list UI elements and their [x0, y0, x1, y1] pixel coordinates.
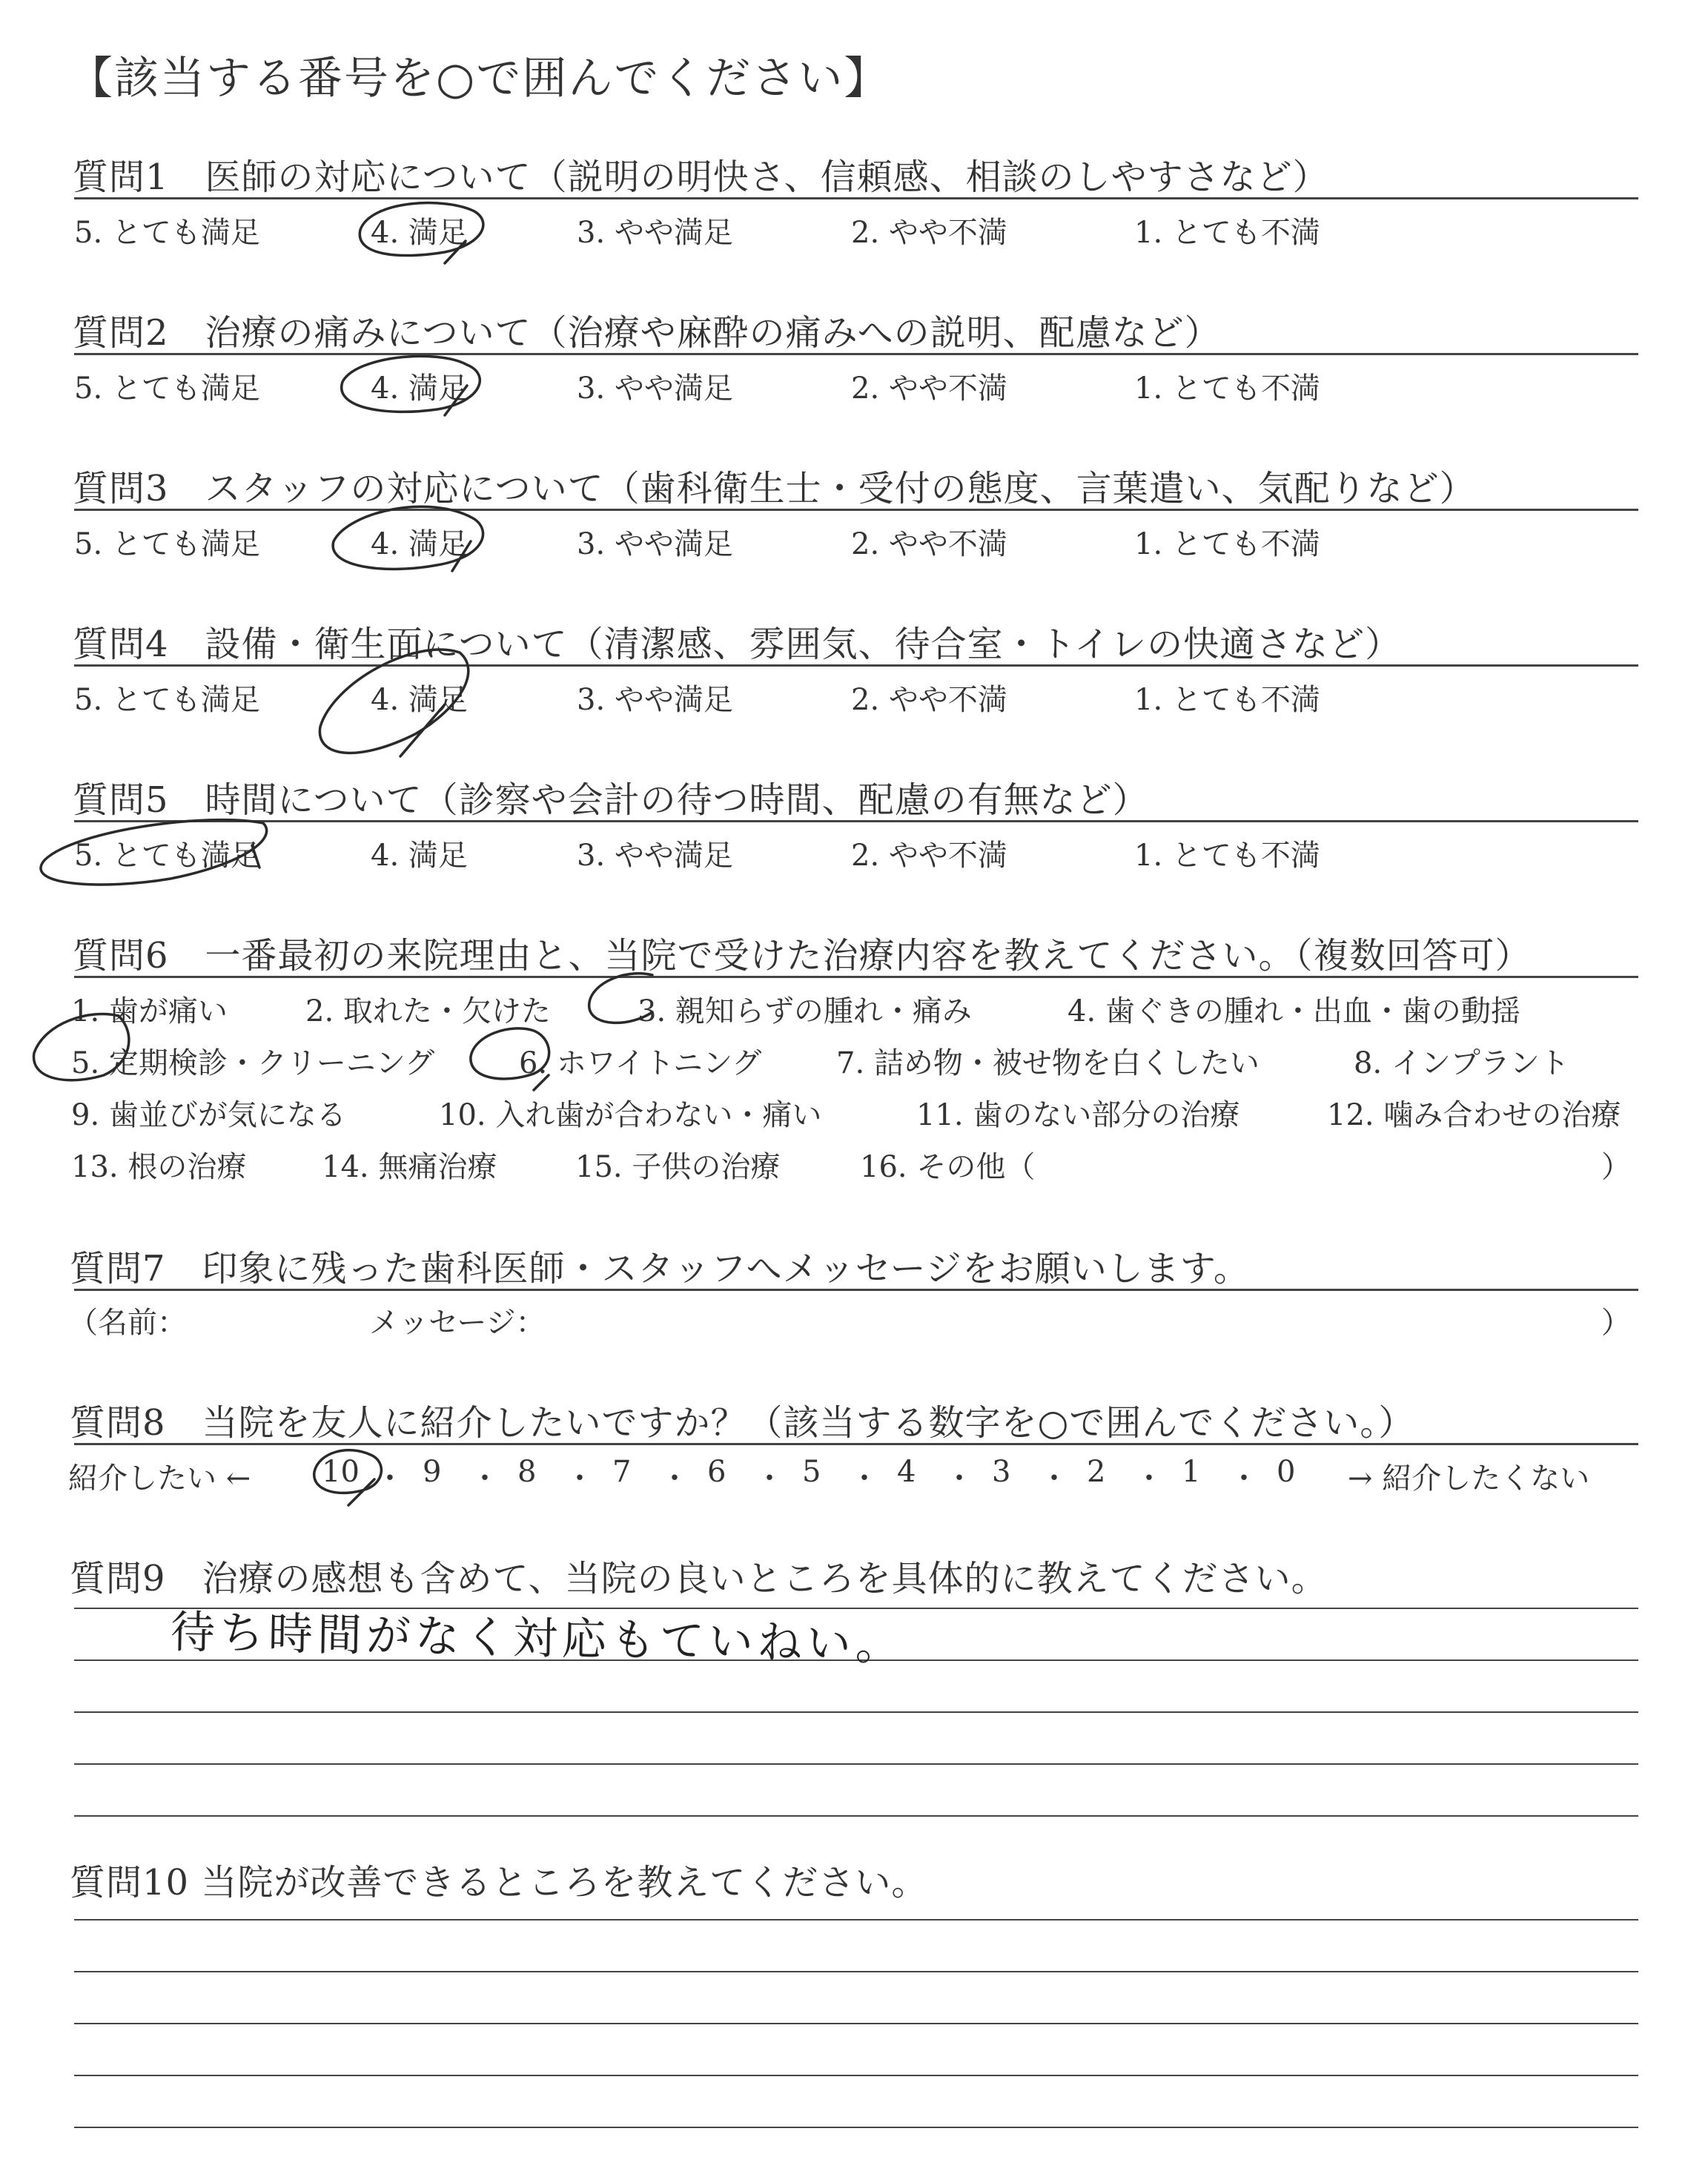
q1-option-1[interactable]: 1. とても不満: [1134, 216, 1320, 250]
q8-scale-separator: ・: [375, 1462, 405, 1496]
q9-title: 質問9 治療の感想も含めて、当院の良いところを具体的に教えてください。: [70, 1558, 1328, 1599]
q7-close-paren: ）: [1601, 1306, 1631, 1340]
q6-option-12[interactable]: 12. 噛み合わせの治療: [1327, 1098, 1621, 1132]
q8-scale-separator: ・: [850, 1462, 879, 1496]
q6-option-9[interactable]: 9. 歯並びが気になる: [71, 1098, 346, 1132]
q5-option-3[interactable]: 3. やや満足: [577, 839, 733, 873]
q8-scale-separator: ・: [470, 1462, 500, 1496]
q9-rule-4: [74, 1763, 1638, 1765]
q7-name-label: （名前：: [68, 1306, 187, 1340]
q4-option-3[interactable]: 3. やや満足: [577, 683, 733, 717]
q1-option-5[interactable]: 5. とても満足: [74, 216, 260, 250]
q6-option-5[interactable]: 5. 定期検診・クリーニング: [71, 1046, 435, 1080]
q2-option-4[interactable]: 4. 満足: [371, 371, 468, 406]
q8-scale-10[interactable]: 10: [322, 1455, 360, 1489]
q6-option-3[interactable]: 3. 親知らずの腫れ・痛み: [638, 994, 972, 1028]
q8-scale-1[interactable]: 1: [1182, 1455, 1201, 1489]
q1-option-4[interactable]: 4. 満足: [371, 216, 468, 250]
q1-option-2[interactable]: 2. やや不満: [851, 216, 1007, 250]
q5-option-1[interactable]: 1. とても不満: [1134, 839, 1320, 873]
q6-option-13[interactable]: 13. 根の治療: [71, 1150, 247, 1184]
q10-rule-5: [74, 2127, 1638, 2128]
q7-rule: [74, 1289, 1638, 1291]
q8-scale-separator: ・: [1229, 1462, 1259, 1496]
q8-scale-4[interactable]: 4: [897, 1455, 916, 1489]
q10-title: 質問10 当院が改善できるところを教えてください。: [70, 1862, 928, 1903]
q1-option-3[interactable]: 3. やや満足: [577, 216, 733, 250]
q8-scale-separator: ・: [565, 1462, 595, 1496]
q6-option-10[interactable]: 10. 入れ歯が合わない・痛い: [439, 1098, 822, 1132]
q8-scale-8[interactable]: 8: [517, 1455, 537, 1489]
q8-scale-2[interactable]: 2: [1087, 1455, 1106, 1489]
q6-option-11[interactable]: 11. 歯のない部分の治療: [916, 1098, 1240, 1132]
q10-rule-2: [74, 1971, 1638, 1972]
q9-rule-5: [74, 1815, 1638, 1817]
page-title: 【該当する番号を○で囲んでください】: [68, 53, 890, 105]
q2-title: 質問2 治療の痛みについて（治療や麻酔の痛みへの説明、配慮など）: [73, 312, 1221, 354]
q6-option-16[interactable]: 16. その他（: [860, 1150, 1036, 1184]
q2-rule: [74, 353, 1638, 355]
q2-option-2[interactable]: 2. やや不満: [851, 371, 1007, 406]
q6-option-4[interactable]: 4. 歯ぐきの腫れ・出血・歯の動揺: [1068, 994, 1520, 1028]
q8-scale-separator: ・: [660, 1462, 689, 1496]
q6-rule: [74, 976, 1638, 978]
q2-option-5[interactable]: 5. とても満足: [74, 371, 260, 406]
q7-message-label: メッセージ：: [369, 1306, 546, 1340]
q6-option-2[interactable]: 2. 取れた・欠けた: [305, 994, 551, 1028]
q8-scale-3[interactable]: 3: [992, 1455, 1011, 1489]
q6-option-1[interactable]: 1. 歯が痛い: [71, 994, 228, 1028]
q4-title: 質問4 設備・衛生面について（清潔感、雰囲気、待合室・トイレの快適さなど）: [73, 624, 1402, 665]
q8-scale-separator: ・: [944, 1462, 974, 1496]
q10-rule-1: [74, 1919, 1638, 1920]
q2-option-3[interactable]: 3. やや満足: [577, 371, 733, 406]
q6-option-15[interactable]: 15. 子供の治療: [575, 1150, 781, 1184]
q2-option-1[interactable]: 1. とても不満: [1134, 371, 1320, 406]
q9-handwritten-answer: 待ち時間がなく対応もていねい。: [170, 1606, 905, 1671]
q4-option-5[interactable]: 5. とても満足: [74, 683, 260, 717]
q3-option-2[interactable]: 2. やや不満: [851, 527, 1007, 561]
q8-scale-9[interactable]: 9: [423, 1455, 442, 1489]
q3-option-5[interactable]: 5. とても満足: [74, 527, 260, 561]
q1-rule: [74, 197, 1638, 199]
q8-scale-7[interactable]: 7: [612, 1455, 632, 1489]
q3-option-4[interactable]: 4. 満足: [371, 527, 468, 561]
q4-rule: [74, 664, 1638, 667]
q4-option-1[interactable]: 1. とても不満: [1134, 683, 1320, 717]
q5-option-5[interactable]: 5. とても満足: [74, 839, 260, 873]
q6-option-8[interactable]: 8. インプラント: [1354, 1046, 1569, 1080]
q5-option-2[interactable]: 2. やや不満: [851, 839, 1007, 873]
q1-title: 質問1 医師の対応について（説明の明快さ、信頼感、相談のしやすさなど）: [73, 156, 1329, 198]
q4-option-4[interactable]: 4. 満足: [371, 683, 468, 717]
q8-scale-6[interactable]: 6: [707, 1455, 726, 1489]
q8-title: 質問8 当院を友人に紹介したいですか？（該当する数字を○で囲んでください。）: [70, 1402, 1415, 1444]
q3-rule: [74, 509, 1638, 511]
q8-scale-0[interactable]: 0: [1277, 1455, 1296, 1489]
q8-rule: [74, 1443, 1638, 1445]
q10-rule-4: [74, 2075, 1638, 2076]
q6-option-7[interactable]: 7. 詰め物・被せ物を白くしたい: [836, 1046, 1260, 1080]
q8-scale-separator: ・: [1134, 1462, 1164, 1496]
q7-title: 質問7 印象に残った歯科医師・スタッフへメッセージをお願いします。: [70, 1248, 1250, 1289]
q6-title: 質問6 一番最初の来院理由と、当院で受けた治療内容を教えてください。（複数回答可）: [73, 935, 1532, 977]
q9-rule-3: [74, 1711, 1638, 1713]
q10-rule-3: [74, 2023, 1638, 2024]
q3-option-1[interactable]: 1. とても不満: [1134, 527, 1320, 561]
q6-close-paren: ）: [1601, 1150, 1631, 1184]
q5-option-4[interactable]: 4. 満足: [371, 839, 468, 873]
q6-option-6[interactable]: 6. ホワイトニング: [519, 1046, 762, 1080]
q8-scale-separator: ・: [1039, 1462, 1069, 1496]
q8-scale-5[interactable]: 5: [802, 1455, 821, 1489]
q5-title: 質問5 時間について（診察や会計の待つ時間、配慮の有無など）: [73, 779, 1149, 821]
q8-right-label: → 紹介したくない: [1348, 1462, 1590, 1496]
q4-option-2[interactable]: 2. やや不満: [851, 683, 1007, 717]
q3-title: 質問3 スタッフの対応について（歯科衛生士・受付の態度、言葉遣い、気配りなど）: [73, 468, 1476, 509]
q5-rule: [74, 820, 1638, 822]
q6-option-14[interactable]: 14. 無痛治療: [322, 1150, 497, 1184]
q3-option-3[interactable]: 3. やや満足: [577, 527, 733, 561]
q8-left-label: 紹介したい ←: [68, 1462, 251, 1496]
q8-scale-separator: ・: [755, 1462, 784, 1496]
